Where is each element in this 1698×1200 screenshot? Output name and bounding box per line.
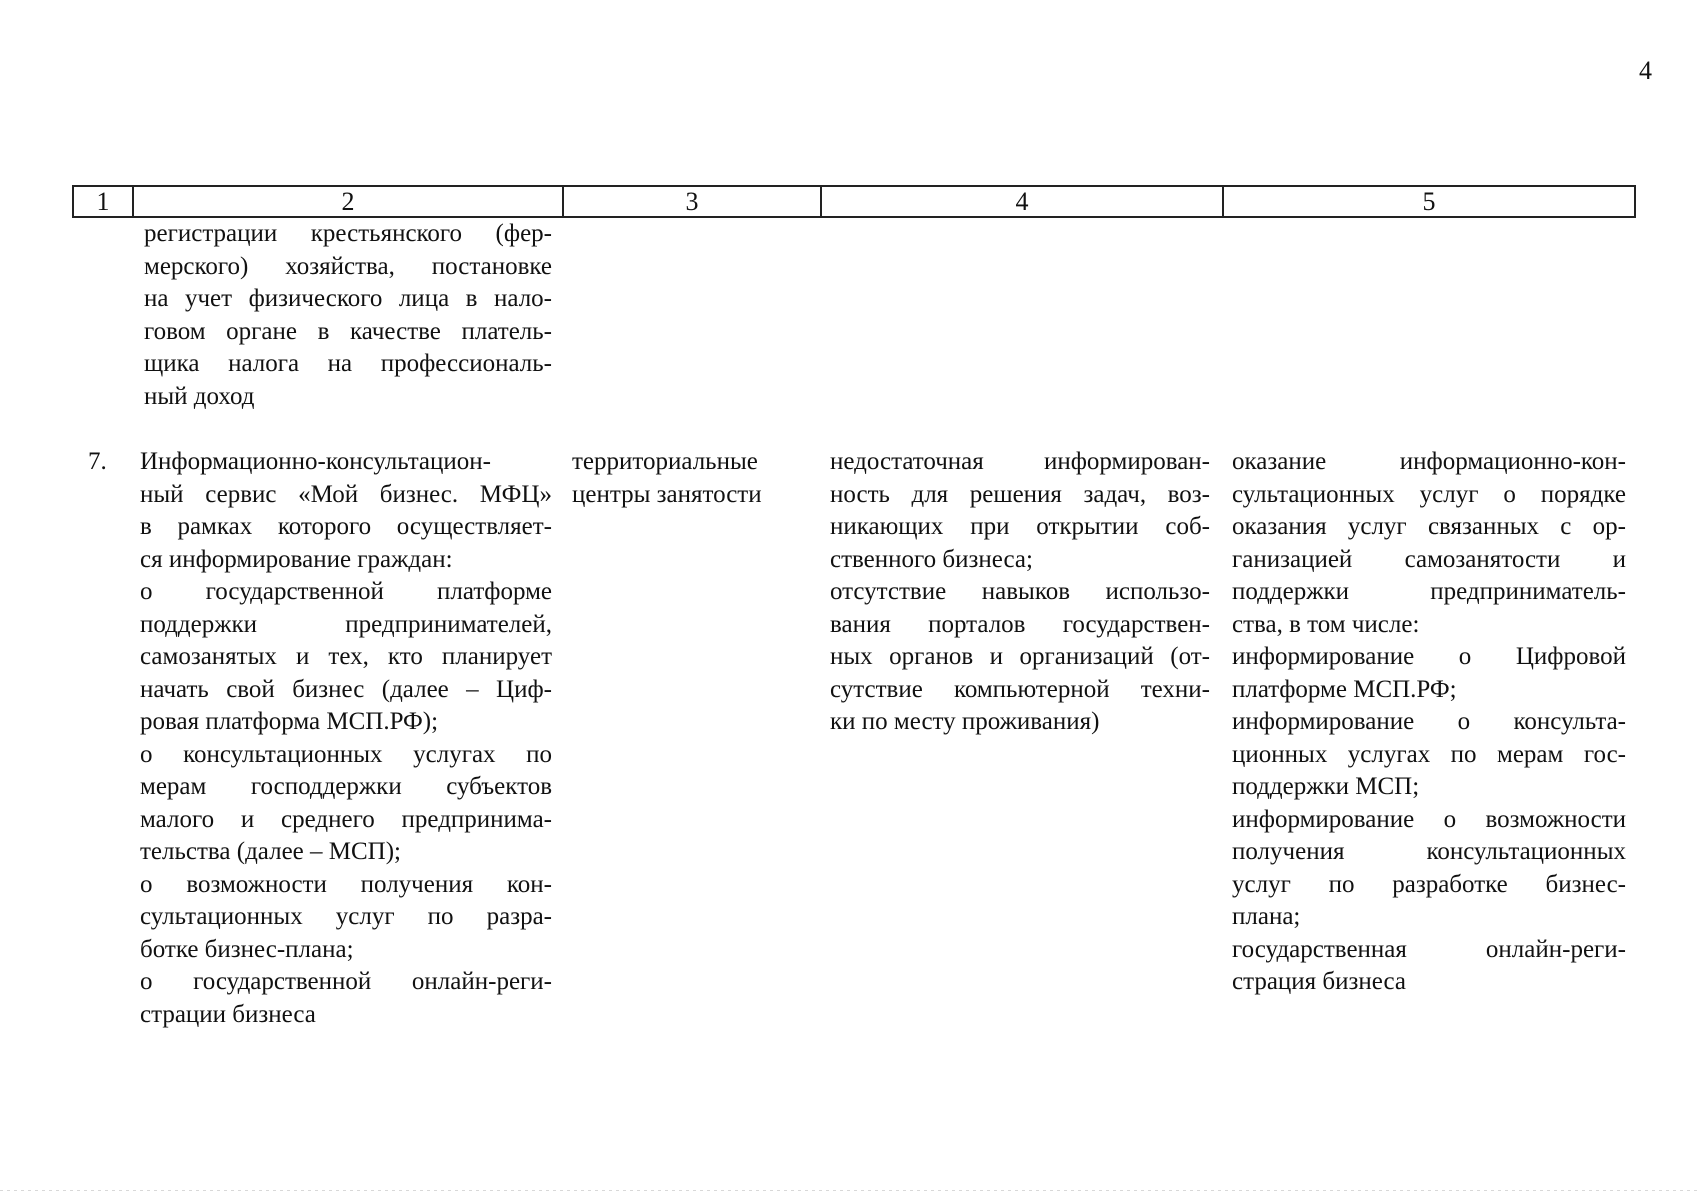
text-line: тельства (далее – МСП);	[140, 838, 401, 865]
text-line: мерского) хозяйства, постановке	[144, 252, 552, 280]
text-line: услуг по разработке бизнес-	[1232, 870, 1626, 898]
header-col-4: 4	[822, 187, 1224, 216]
text-line: ный сервис «Мой бизнес. МФЦ»	[140, 480, 552, 508]
text-line: центры занятости	[572, 480, 762, 508]
text-line: недостаточная информирован-	[830, 448, 1210, 475]
row7-col4-cell	[830, 446, 1210, 739]
text-line: ства, в том числе:	[1232, 610, 1420, 638]
text-line: плана;	[1232, 903, 1301, 930]
text-line: о государственной платформе	[140, 578, 552, 605]
table-header-row	[72, 185, 1636, 218]
text-line: в рамках которого осуществляет-	[140, 513, 552, 540]
text-line: страции бизнеса	[140, 1000, 316, 1028]
text-line: ственного бизнеса;	[830, 545, 1033, 573]
text-line: регистрации крестьянского (фер-	[144, 220, 552, 247]
text-line: ционных услугах по мерам гос-	[1232, 740, 1626, 768]
text-line: поддержки предприниматель-	[1232, 578, 1626, 605]
text-line: ся информирование граждан:	[140, 545, 453, 573]
text-line: малого и среднего предпринима-	[140, 805, 552, 833]
text-line: самозанятых и тех, кто планирует	[140, 643, 552, 670]
text-line: ных органов и организаций (от-	[830, 643, 1210, 670]
page-number: 4	[1639, 56, 1652, 85]
header-col-5: 5	[1422, 186, 1436, 216]
row7-col5-cell	[1232, 446, 1626, 999]
text-line: ровая платформа МСП.РФ);	[140, 708, 439, 735]
row7-col3-cell	[572, 446, 802, 511]
text-line: начать свой бизнес (далее – Циф-	[140, 675, 552, 703]
text-line: территориальные	[572, 448, 758, 475]
text-line: ность для решения задач, воз-	[830, 480, 1210, 508]
text-line: сультационных услуг о порядке	[1232, 480, 1626, 508]
text-line: говом органе в качестве платель-	[144, 317, 552, 345]
text-line: мерам господдержки субъектов	[140, 773, 552, 800]
text-line: страция бизнеса	[1232, 968, 1406, 995]
header-col-2: 2	[134, 187, 564, 216]
header-col-1: 1	[74, 187, 134, 216]
text-line: щика налога на профессиональ-	[144, 350, 552, 377]
text-line: о возможности получения кон-	[140, 870, 552, 898]
text-line: о государственной онлайн-реги-	[140, 968, 552, 995]
text-line: информирование о Цифровой	[1232, 643, 1626, 670]
text-line: сутствие компьютерной техни-	[830, 675, 1210, 703]
row-number: 7.	[88, 448, 107, 475]
text-line: поддержки МСП;	[1232, 773, 1420, 800]
text-line: вания порталов государствен-	[830, 610, 1210, 638]
text-line: никающих при открытии соб-	[830, 513, 1210, 540]
text-line: ганизацией самозанятости и	[1232, 545, 1626, 573]
text-line: информирование о консульта-	[1232, 708, 1626, 735]
text-line: оказание информационно-кон-	[1232, 448, 1626, 475]
text-line: получения консультационных	[1232, 838, 1626, 865]
header-col-3: 3	[564, 187, 822, 216]
text-line: Информационно-консультацион-	[140, 448, 491, 475]
text-line: на учет физического лица в нало-	[144, 285, 552, 312]
text-line: поддержки предпринимателей,	[140, 610, 552, 638]
text-line: ки по месту проживания)	[830, 708, 1100, 735]
text-line: платформе МСП.РФ;	[1232, 675, 1457, 703]
scan-edge-divider	[0, 1190, 1698, 1191]
text-line: ный доход	[144, 382, 255, 410]
text-line: государственная онлайн-реги-	[1232, 935, 1626, 963]
text-line: сультационных услуг по разра-	[140, 903, 552, 930]
text-line: информирование о возможности	[1232, 805, 1626, 833]
row7-col2-cell	[140, 446, 552, 1031]
continuation-col2-cell	[144, 218, 552, 413]
text-line: о консультационных услугах по	[140, 740, 552, 768]
text-line: отсутствие навыков использо-	[830, 578, 1210, 605]
text-line: ботке бизнес-плана;	[140, 935, 354, 963]
text-line: оказания услуг связанных с ор-	[1232, 513, 1626, 540]
